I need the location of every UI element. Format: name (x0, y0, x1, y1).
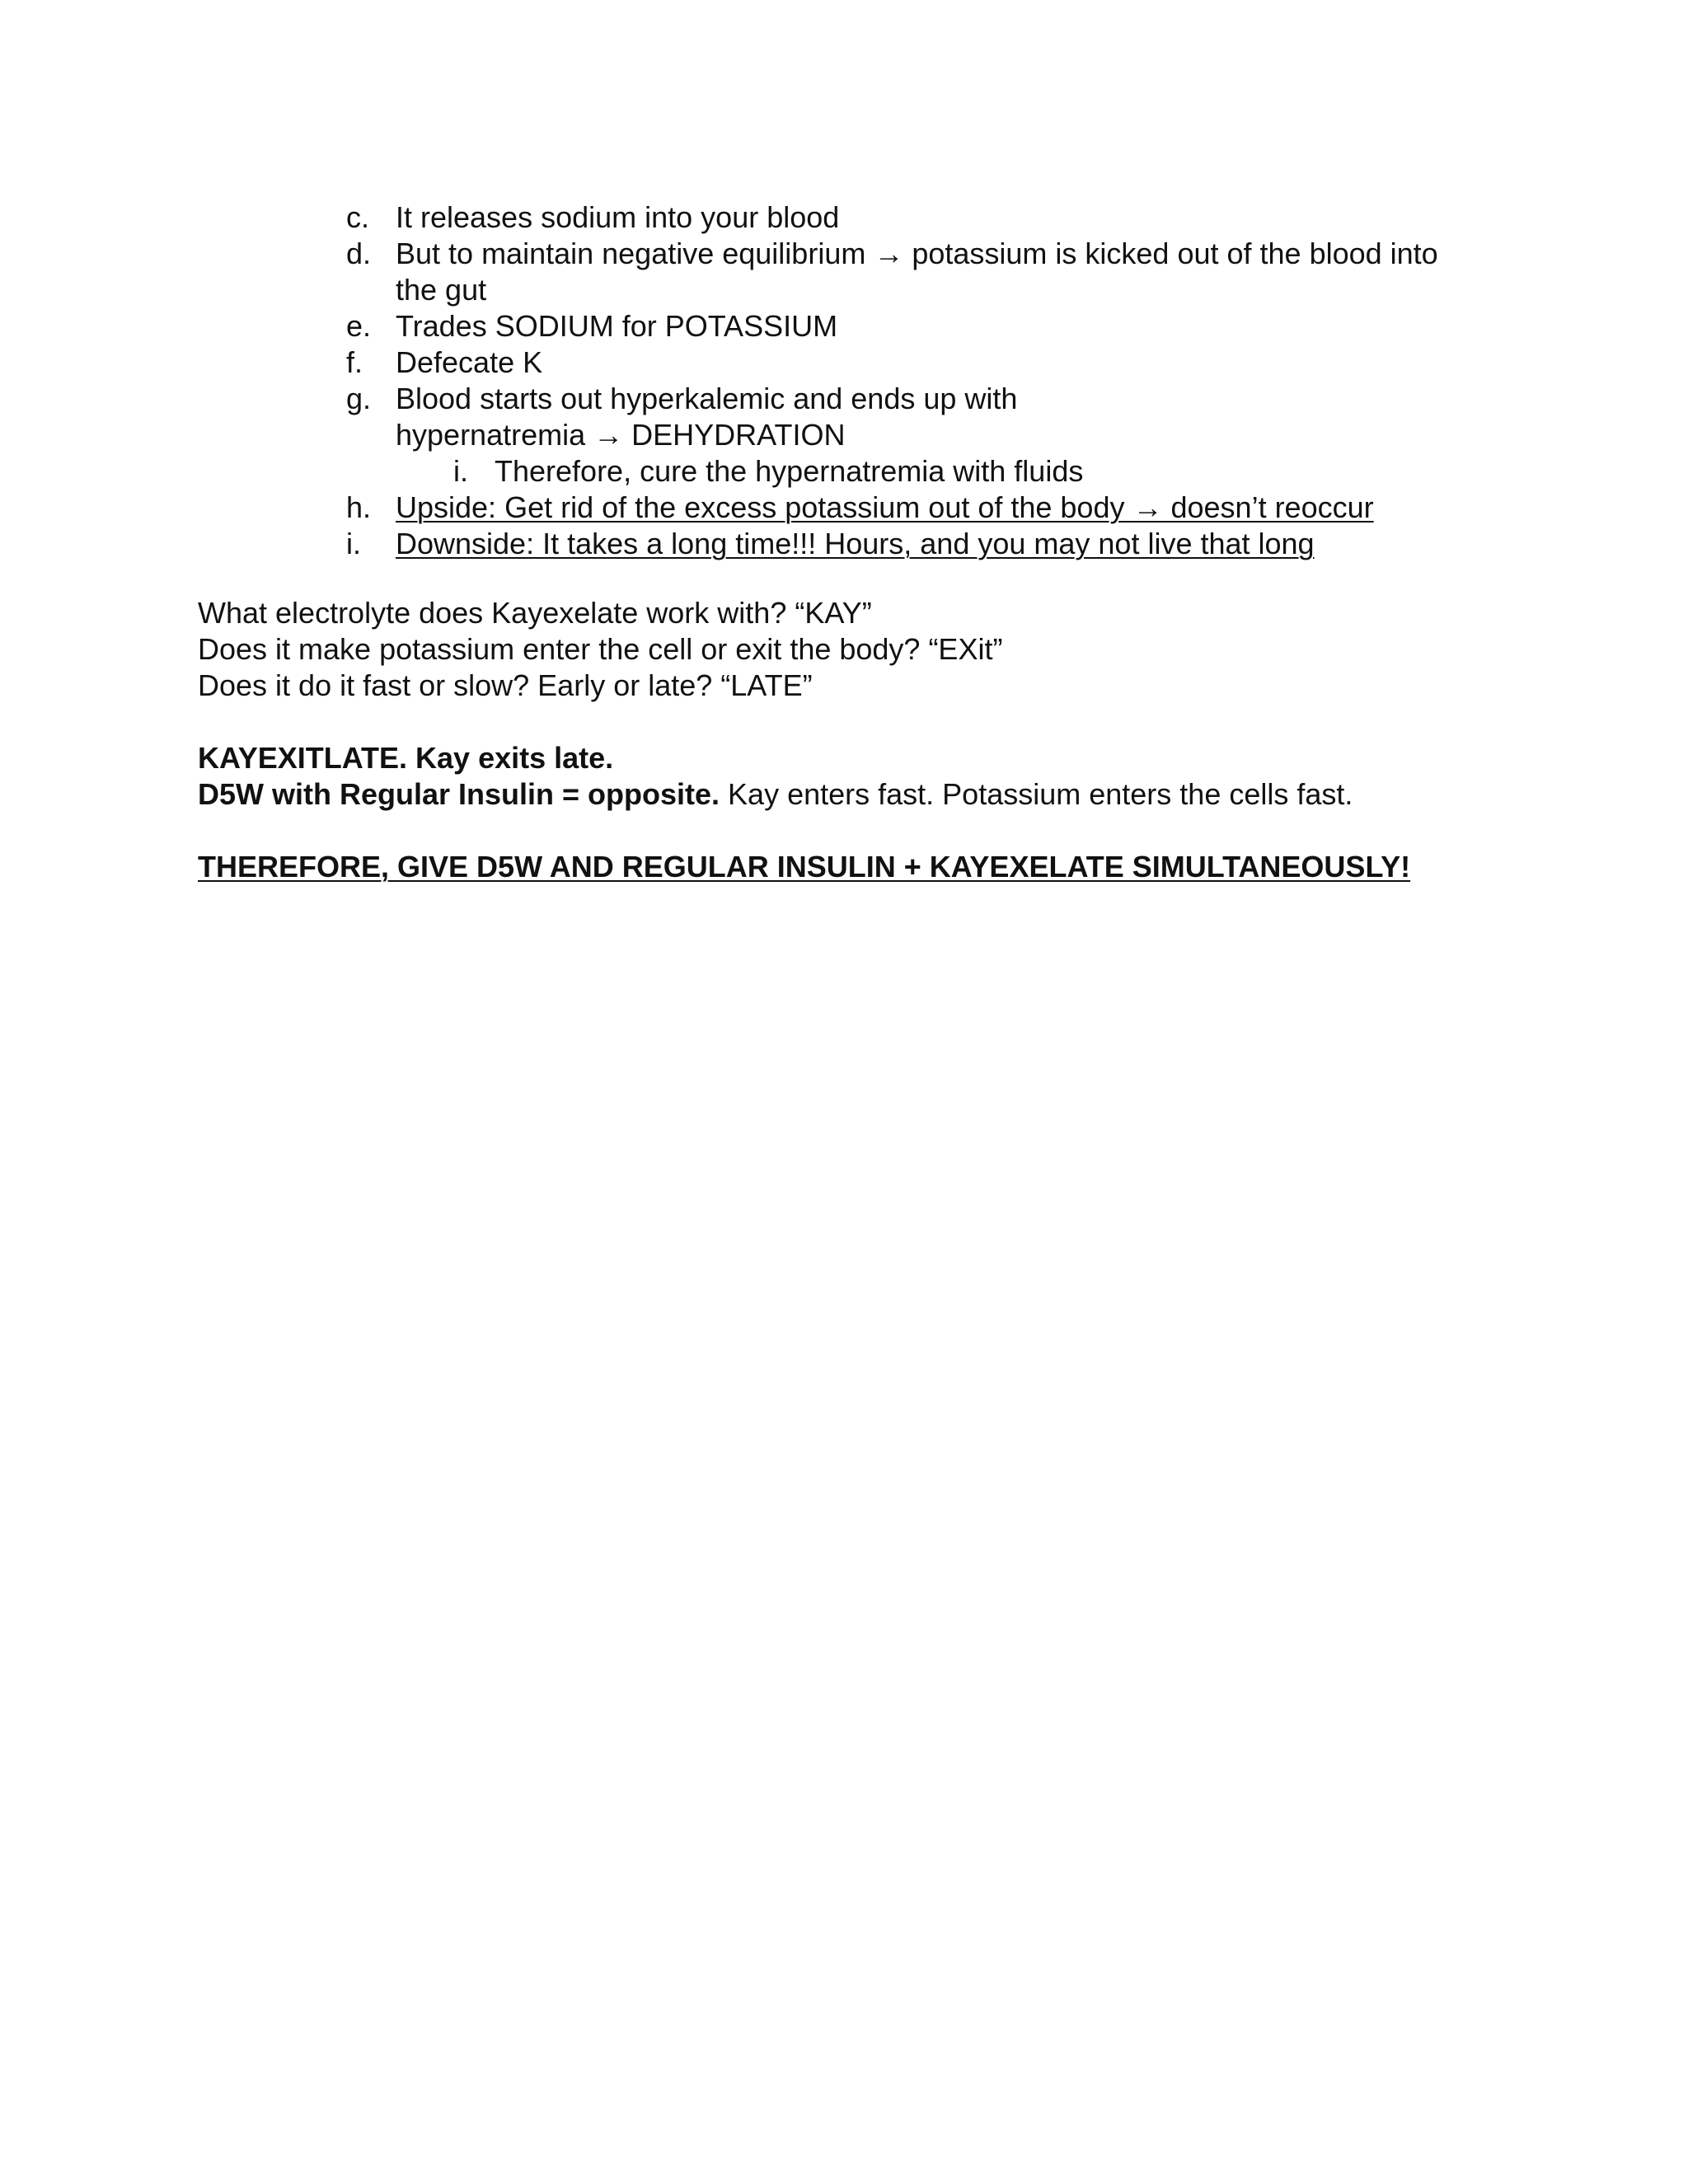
list-marker: e. (346, 309, 372, 343)
lettered-list (297, 199, 1467, 562)
list-item-i (297, 526, 1467, 562)
list-item-g (297, 381, 1467, 453)
list-item-text: Blood starts out hyperkalemic and ends up with hypernatremia → DEHYDRATION (396, 382, 1018, 452)
list-item-text: Upside: Get rid of the excess potassium out of the body → doesn’t reoccur (396, 490, 1374, 524)
list-item-text: Therefore, cure the hypernatremia with fluids (495, 454, 1084, 488)
list-marker: g. (346, 382, 372, 415)
list-marker: i. (453, 454, 468, 488)
list-marker: f. (346, 345, 363, 379)
comparison-bold-text: D5W with Regular Insulin = opposite. (198, 777, 720, 811)
list-marker: c. (346, 200, 370, 234)
question-line: Does it make potassium enter the cell or exit the body? “EXit” (198, 632, 1003, 666)
question-line: What electrolyte does Kayexelate work with? “KAY” (198, 596, 872, 630)
list-marker: i. (346, 527, 361, 560)
list-item-e (297, 308, 1467, 344)
question-line: Does it do it fast or slow? Early or late? “LATE” (198, 668, 813, 702)
comparison-text: Kay enters fast. Potassium enters the cells fast. (720, 777, 1353, 811)
conclusion-block (198, 849, 1550, 885)
list-marker: h. (346, 490, 372, 524)
question-block (198, 595, 1550, 704)
list-item-text: Trades SODIUM for POTASSIUM (396, 309, 838, 343)
mnemonic-block (198, 740, 1550, 813)
list-item-text: Defecate K (396, 345, 543, 379)
list-item-text: Downside: It takes a long time!!! Hours, and you may not live that long (396, 527, 1315, 560)
list-item-text: But to maintain negative equilibrium → potassium is kicked out of the blood into the gut (396, 237, 1438, 307)
list-item-c (297, 199, 1467, 236)
mnemonic-line: KAYEXITLATE. Kay exits late. (198, 741, 614, 775)
comparison-line (198, 776, 1550, 813)
list-item-d (297, 236, 1467, 308)
list-item-h (297, 490, 1467, 526)
list-item-f (297, 344, 1467, 381)
list-marker: d. (346, 237, 372, 270)
conclusion-text: THEREFORE, GIVE D5W AND REGULAR INSULIN + KAYEXELATE SIMULTANEOUSLY! (198, 850, 1411, 883)
list-item-text: It releases sodium into your blood (396, 200, 840, 234)
list-subitem-i (297, 453, 1467, 490)
